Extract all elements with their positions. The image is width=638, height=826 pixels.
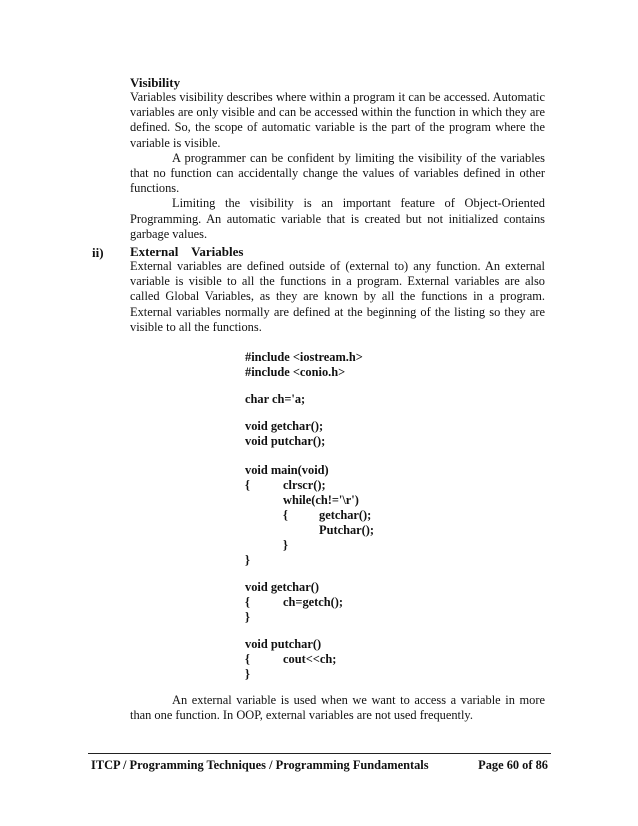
code-line: clrscr(); xyxy=(283,478,326,492)
visibility-paragraph-2: A programmer can be confident by limiting the visibility of the variables that no function can accidentally change the values of variables defined in other functions. xyxy=(130,150,545,196)
code-brace: } xyxy=(245,667,250,681)
code-line: void getchar(); xyxy=(245,419,324,433)
code-brace: { xyxy=(245,478,250,492)
footer-title: ITCP / Programming Techniques / Programming Fundamentals xyxy=(91,758,429,772)
code-line: cout<<ch; xyxy=(283,652,337,666)
code-brace: } xyxy=(245,610,250,624)
visibility-heading: Visibility xyxy=(130,75,181,90)
code-line: char ch='a; xyxy=(245,392,306,406)
code-line: void putchar() xyxy=(245,637,322,651)
section-marker: ii) xyxy=(92,245,104,260)
code-brace: { xyxy=(283,508,288,522)
external-variables-paragraph: External variables are defined outside of (external to) any function. An external variable is visible to all the functions in a program. External variables are also called Global Variables, as they are known by all the functions in a program. External variables normally are defined at the beginning of the listing so they are visible to all the functions. xyxy=(130,259,545,334)
code-brace: } xyxy=(283,538,288,552)
page-number: Page 60 of 86 xyxy=(478,758,548,772)
external-variables-section xyxy=(130,245,545,335)
external-variables-heading: External Variables xyxy=(130,244,244,259)
code-line: while(ch!='\r') xyxy=(283,493,359,507)
closing-paragraph: An external variable is used when we want to access a variable in more than one function. In OOP, external variables are not used frequently. xyxy=(130,693,545,723)
code-line: #include <conio.h> xyxy=(245,365,346,379)
visibility-section xyxy=(130,76,545,242)
code-line: Putchar(); xyxy=(319,523,375,537)
code-brace: } xyxy=(245,553,250,567)
code-brace: { xyxy=(245,652,250,666)
code-line: void main(void) xyxy=(245,463,329,477)
code-line: #include <iostream.h> xyxy=(245,350,363,364)
code-line: void getchar() xyxy=(245,580,319,594)
code-line: ch=getch(); xyxy=(283,595,344,609)
visibility-paragraph-3: Limiting the visibility is an important feature of Object-Oriented Programming. An automatic variable that is created but not initialized contains garbage values. xyxy=(130,196,545,241)
closing-section xyxy=(130,693,545,723)
code-brace: { xyxy=(245,595,250,609)
code-line: getchar(); xyxy=(319,508,372,522)
footer-divider xyxy=(88,753,551,754)
visibility-paragraph-1: Variables visibility describes where within a program it can be accessed. Automatic variables are only visible and can be accessed within the function in which they are defined. So, the scope of automatic variable is the part of the program where the variable is visible. xyxy=(130,90,545,150)
code-line: void putchar(); xyxy=(245,434,326,448)
